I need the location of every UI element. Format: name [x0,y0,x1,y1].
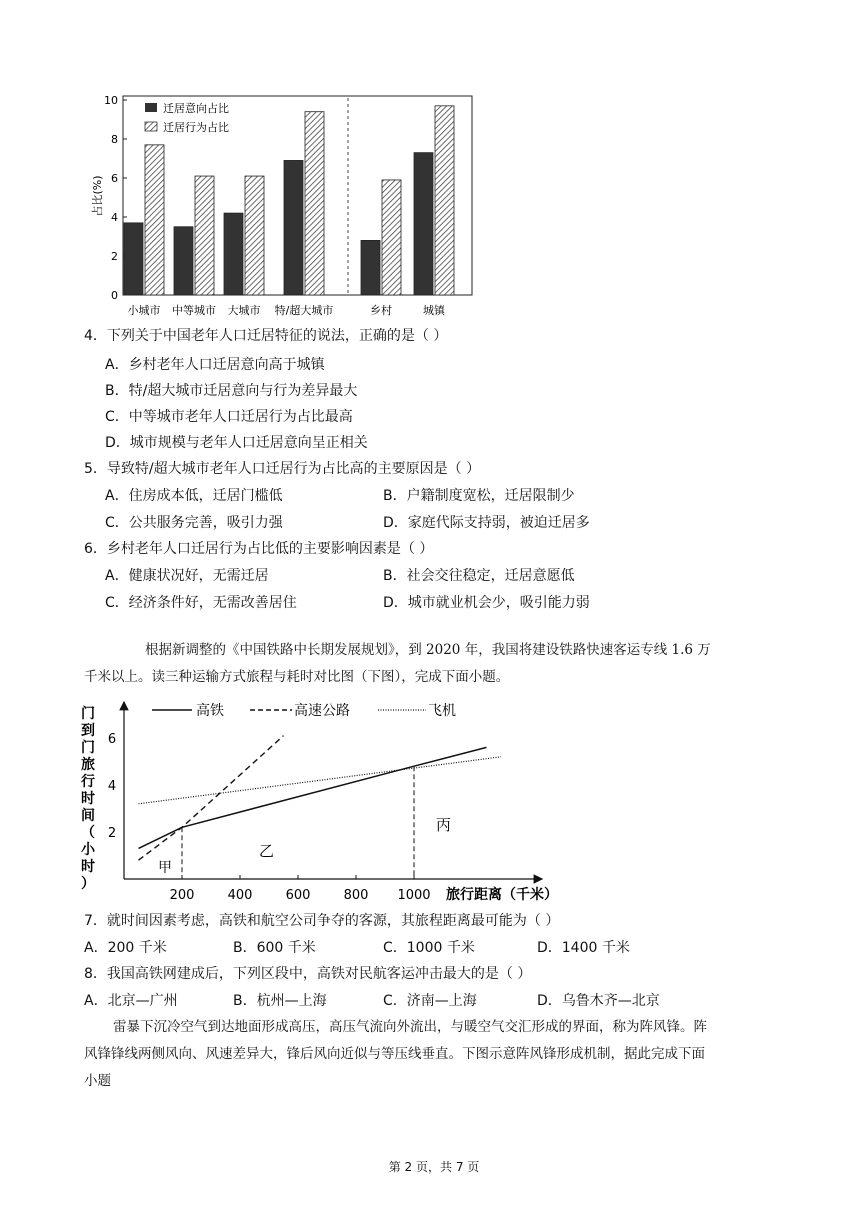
region-label-yi: 乙 [259,842,275,860]
y-axis-label-char: 门 [81,740,95,756]
bar-chart-migration [85,88,485,323]
y-axis-label-char: 旅 [81,757,95,773]
x-tick-label: 1000 [397,888,431,903]
bar-behavior [245,176,264,295]
y-axis-label-char: 门 [81,706,95,722]
line-chart-travel-time [80,694,560,910]
legend-label-behavior: 迁居行为占比 [163,121,229,134]
q5-option-a: A．住房成本低，迁居门槛低 [105,488,283,504]
bar-intention [284,160,303,295]
intro2-line1: 根据新调整的《中国铁路中长期发展规划》，到 2020 年，我国将建设铁路快速客运专线 1.6 万 [145,642,711,658]
question-7-stem: 7．就时间因素考虑，高铁和航空公司争夺的客源，其旅程距离最可能为（ ） [84,913,560,929]
legend-label-hsr: 高铁 [196,703,224,719]
bar-intention [361,240,380,295]
y-tick-label: 8 [111,133,118,146]
bar-intention [174,227,193,295]
bar-intention [124,223,143,295]
legend-label-intention: 迁居意向占比 [163,102,229,115]
x-tick-label: 600 [285,888,311,903]
y-tick-label: 10 [104,94,118,107]
q6-option-d: D．城市就业机会少，吸引能力弱 [383,595,590,611]
intro3-line2: 风锋锋线两侧风向、风速差异大，锋后风向近似与等压线垂直。下图示意阵风锋形成机制，据此完成下面 [84,1046,705,1062]
x-tick-label: 400 [227,888,253,903]
y-axis-label-char: 时 [81,791,95,807]
y-axis-label-char: （ [81,825,95,841]
q5-option-b: B．户籍制度宽松，迁居限制少 [383,488,575,504]
q4-option-a: A．乡村老年人口迁居意向高于城镇 [105,357,325,373]
bar-behavior [305,112,324,295]
y-axis-label-char: 间 [81,808,95,824]
intro2-line2: 千米以上。读三种运输方式旅程与耗时对比图（下图），完成下面小题。 [84,669,510,685]
x-tick-label: 800 [343,888,369,903]
question-6-stem: 6．乡村老年人口迁居行为占比低的主要影响因素是（ ） [84,541,434,557]
q6-option-a: A．健康状况好，无需迁居 [105,568,269,584]
q8-option-d: D．乌鲁木齐—北京 [537,993,660,1009]
q7-option-d: D．1400 千米 [537,940,630,956]
line-hsr [139,747,487,848]
q5-option-d: D．家庭代际支持弱，被迫迁居多 [383,515,590,531]
x-category-label: 大城市 [227,304,261,317]
q8-option-a: A．北京—广州 [84,993,178,1009]
y-axis-label: 占比(%) [91,175,104,217]
y-axis-label-char: 到 [81,723,95,739]
x-category-label: 乡村 [370,304,392,317]
bar-intention [414,153,433,295]
y-tick-label: 2 [107,826,117,841]
y-axis-label-char: 小 [81,842,95,858]
y-axis-label-char: 行 [81,774,95,790]
q6-option-b: B．社会交往稳定，迁居意愿低 [383,568,575,584]
legend-swatch-behavior [145,122,157,131]
bar-behavior [145,145,164,295]
bar-intention [224,213,243,295]
bar-behavior [435,106,454,295]
intro3-line1: 雷暴下沉冷空气到达地面形成高压，高压气流向外流出，与暖空气交汇形成的界面，称为阵风锋。阵 [113,1019,707,1035]
q8-option-c: C．济南—上海 [383,993,477,1009]
y-axis-label-char: ） [81,876,95,892]
bar-behavior [195,176,214,295]
y-tick-label: 2 [111,250,118,263]
x-tick-label: 200 [169,888,195,903]
legend-swatch-intention [145,103,157,112]
y-tick-label: 6 [107,732,117,747]
legend-label-highway: 高速公路 [294,703,350,719]
q6-option-c: C．经济条件好，无需改善居住 [105,595,297,611]
q4-option-c: C．中等城市老年人口迁居行为占比最高 [105,409,353,425]
x-axis-label: 旅行距离（千米） [446,887,558,903]
q5-option-c: C．公共服务完善，吸引力强 [105,515,283,531]
q7-option-a: A．200 千米 [84,940,167,956]
region-label-bing: 丙 [436,816,452,834]
question-5-stem: 5．导致特/超大城市老年人口迁居行为占比高的主要原因是（ ） [84,461,481,477]
intro3-line3: 小题 [84,1073,111,1089]
y-tick-label: 0 [111,289,118,302]
page-footer: 第 2 页，共 7 页 [388,1160,480,1174]
bar-behavior [382,180,401,295]
q8-option-b: B．杭州—上海 [233,993,327,1009]
line-plane [139,757,502,804]
y-tick-label: 4 [107,779,117,794]
x-category-label: 城镇 [423,304,445,317]
q4-option-d: D．城市规模与老年人口迁居意向呈正相关 [105,435,368,451]
question-8-stem: 8．我国高铁网建成后，下列区段中，高铁对民航客运冲击最大的是（ ） [84,966,532,982]
x-category-label: 特/超大城市 [274,304,334,317]
question-4-stem: 4．下列关于中国老年人口迁居特征的说法，正确的是（ ） [84,328,448,344]
y-tick-label: 6 [111,172,118,185]
q7-option-c: C．1000 千米 [383,940,475,956]
x-category-label: 小城市 [127,304,161,317]
legend-label-plane: 飞机 [428,703,456,719]
y-axis-label-char: 时 [81,859,95,875]
x-category-label: 中等城市 [172,304,216,317]
q4-option-b: B．特/超大城市迁居意向与行为差异最大 [105,383,358,399]
q7-option-b: B．600 千米 [233,940,316,956]
region-label-jia: 甲 [158,860,172,876]
y-tick-label: 4 [111,211,118,224]
